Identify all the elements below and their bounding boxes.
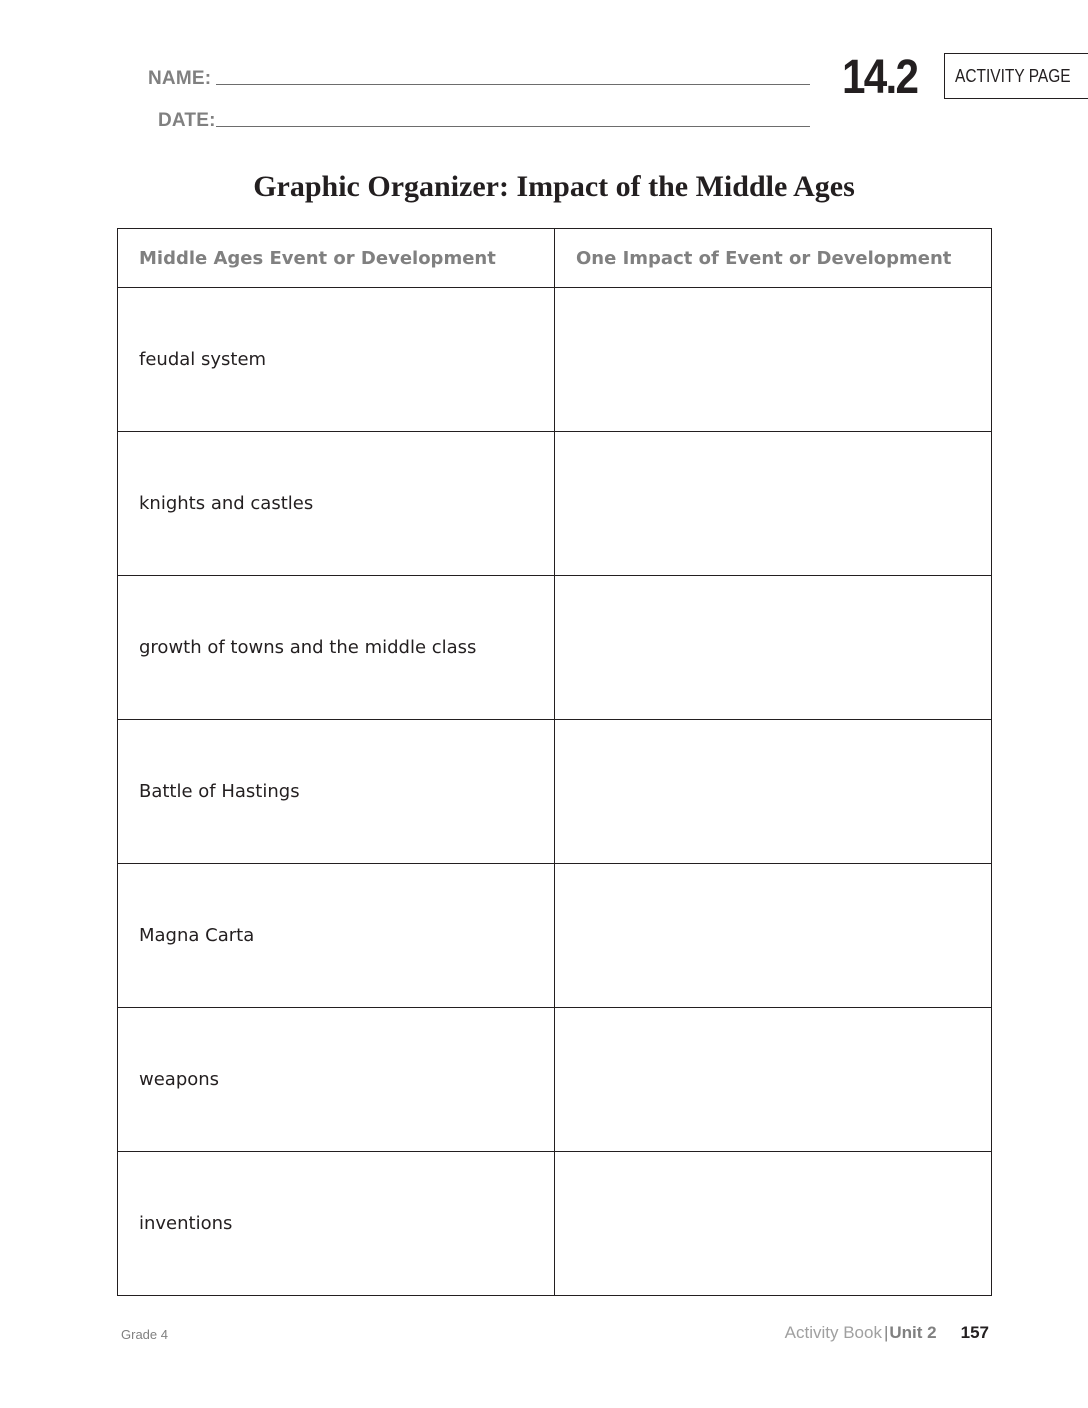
table-row xyxy=(118,288,992,432)
name-label: NAME: xyxy=(148,68,212,89)
impact-cell[interactable] xyxy=(555,288,992,432)
event-cell: Magna Carta xyxy=(118,864,555,1008)
table-row xyxy=(118,1008,992,1152)
impact-cell[interactable] xyxy=(555,720,992,864)
table-row xyxy=(118,720,992,864)
impact-cell[interactable] xyxy=(555,432,992,576)
event-cell: Battle of Hastings xyxy=(118,720,555,864)
date-line[interactable] xyxy=(216,126,810,127)
table-row xyxy=(118,1152,992,1296)
footer-separator: | xyxy=(883,1323,889,1342)
name-line[interactable] xyxy=(216,84,810,85)
event-cell: weapons xyxy=(118,1008,555,1152)
activity-page-label: ACTIVITY PAGE xyxy=(955,66,1071,86)
footer-grade: Grade 4 xyxy=(121,1327,168,1342)
header-event: Middle Ages Event or Development xyxy=(118,229,555,288)
page-number: 157 xyxy=(960,1323,989,1342)
event-cell: inventions xyxy=(118,1152,555,1296)
table-row xyxy=(118,432,992,576)
footer-book-info xyxy=(785,1323,989,1343)
impact-cell[interactable] xyxy=(555,1008,992,1152)
table-row xyxy=(118,864,992,1008)
organizer-table xyxy=(117,228,992,1296)
event-cell: growth of towns and the middle class xyxy=(118,576,555,720)
table-header-row xyxy=(118,229,992,288)
footer-book: Activity Book xyxy=(784,1323,882,1342)
activity-page-box xyxy=(944,53,1088,99)
event-cell: knights and castles xyxy=(118,432,555,576)
impact-cell[interactable] xyxy=(555,576,992,720)
impact-cell[interactable] xyxy=(555,1152,992,1296)
footer-unit: Unit 2 xyxy=(889,1323,937,1342)
activity-number: 14.2 xyxy=(842,51,918,104)
event-cell: feudal system xyxy=(118,288,555,432)
impact-cell[interactable] xyxy=(555,864,992,1008)
page-title: Graphic Organizer: Impact of the Middle Ages xyxy=(253,170,855,203)
table-row xyxy=(118,576,992,720)
date-label: DATE: xyxy=(158,110,216,131)
header-impact: One Impact of Event or Development xyxy=(555,229,992,288)
